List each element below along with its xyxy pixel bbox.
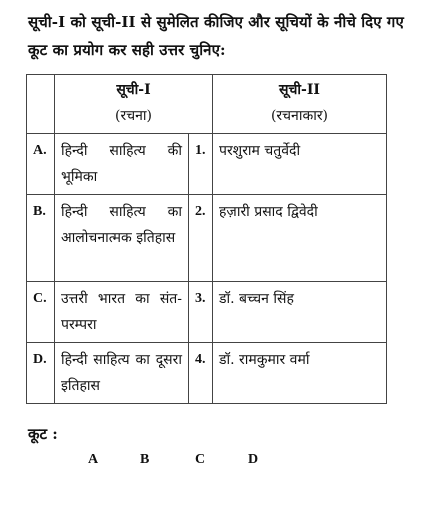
cropped-next-line xyxy=(28,482,288,486)
row-letter: D. xyxy=(27,343,55,404)
row-rachna: हिन्दी साहित्य का आलोचनात्मक इतिहास xyxy=(55,195,189,282)
match-table xyxy=(26,74,387,404)
table-header-row xyxy=(27,75,387,134)
header-empty-cell xyxy=(27,75,55,134)
row-rachna: हिन्दी साहित्य का दूसरा इतिहास xyxy=(55,343,189,404)
row-letter: B. xyxy=(27,195,55,282)
table-row xyxy=(27,134,387,195)
option-header-d: D xyxy=(248,452,259,467)
question-text: सूची-I को सूची-II से सुमेलित कीजिए और सूचियों के नीचे दिए गए कूट का प्रयोग कर सही उत्तर चुनिए: xyxy=(28,13,404,59)
option-header-c: C xyxy=(195,452,206,467)
row-rachnakar: डॉ. रामकुमार वर्मा xyxy=(213,343,387,404)
table-row xyxy=(27,195,387,282)
row-rachna: उत्तरी भारत का संत-परम्परा xyxy=(55,282,189,343)
option-header-b: B xyxy=(140,452,150,467)
row-number: 1. xyxy=(189,134,213,195)
row-number: 2. xyxy=(189,195,213,282)
option-header-a: A xyxy=(88,452,99,467)
row-rachnakar: परशुराम चतुर्वेदी xyxy=(213,134,387,195)
header-list2-subtitle: (रचनाकार) xyxy=(270,108,329,124)
row-rachnakar: हज़ारी प्रसाद द्विवेदी xyxy=(213,195,387,282)
row-letter: A. xyxy=(27,134,55,195)
header-list2 xyxy=(213,75,387,134)
header-list2-title: सूची-II xyxy=(279,82,320,98)
table-row xyxy=(27,343,387,404)
header-list1 xyxy=(55,75,213,134)
row-number: 3. xyxy=(189,282,213,343)
header-list1-title: सूची-I xyxy=(116,82,151,98)
row-number: 4. xyxy=(189,343,213,404)
row-letter: C. xyxy=(27,282,55,343)
row-rachna: हिन्दी साहित्य की भूमिका xyxy=(55,134,189,195)
row-rachnakar: डॉ. बच्चन सिंह xyxy=(213,282,387,343)
table-row xyxy=(27,282,387,343)
koot-label: कूट : xyxy=(28,425,58,443)
header-list1-subtitle: (रचना) xyxy=(115,108,152,124)
